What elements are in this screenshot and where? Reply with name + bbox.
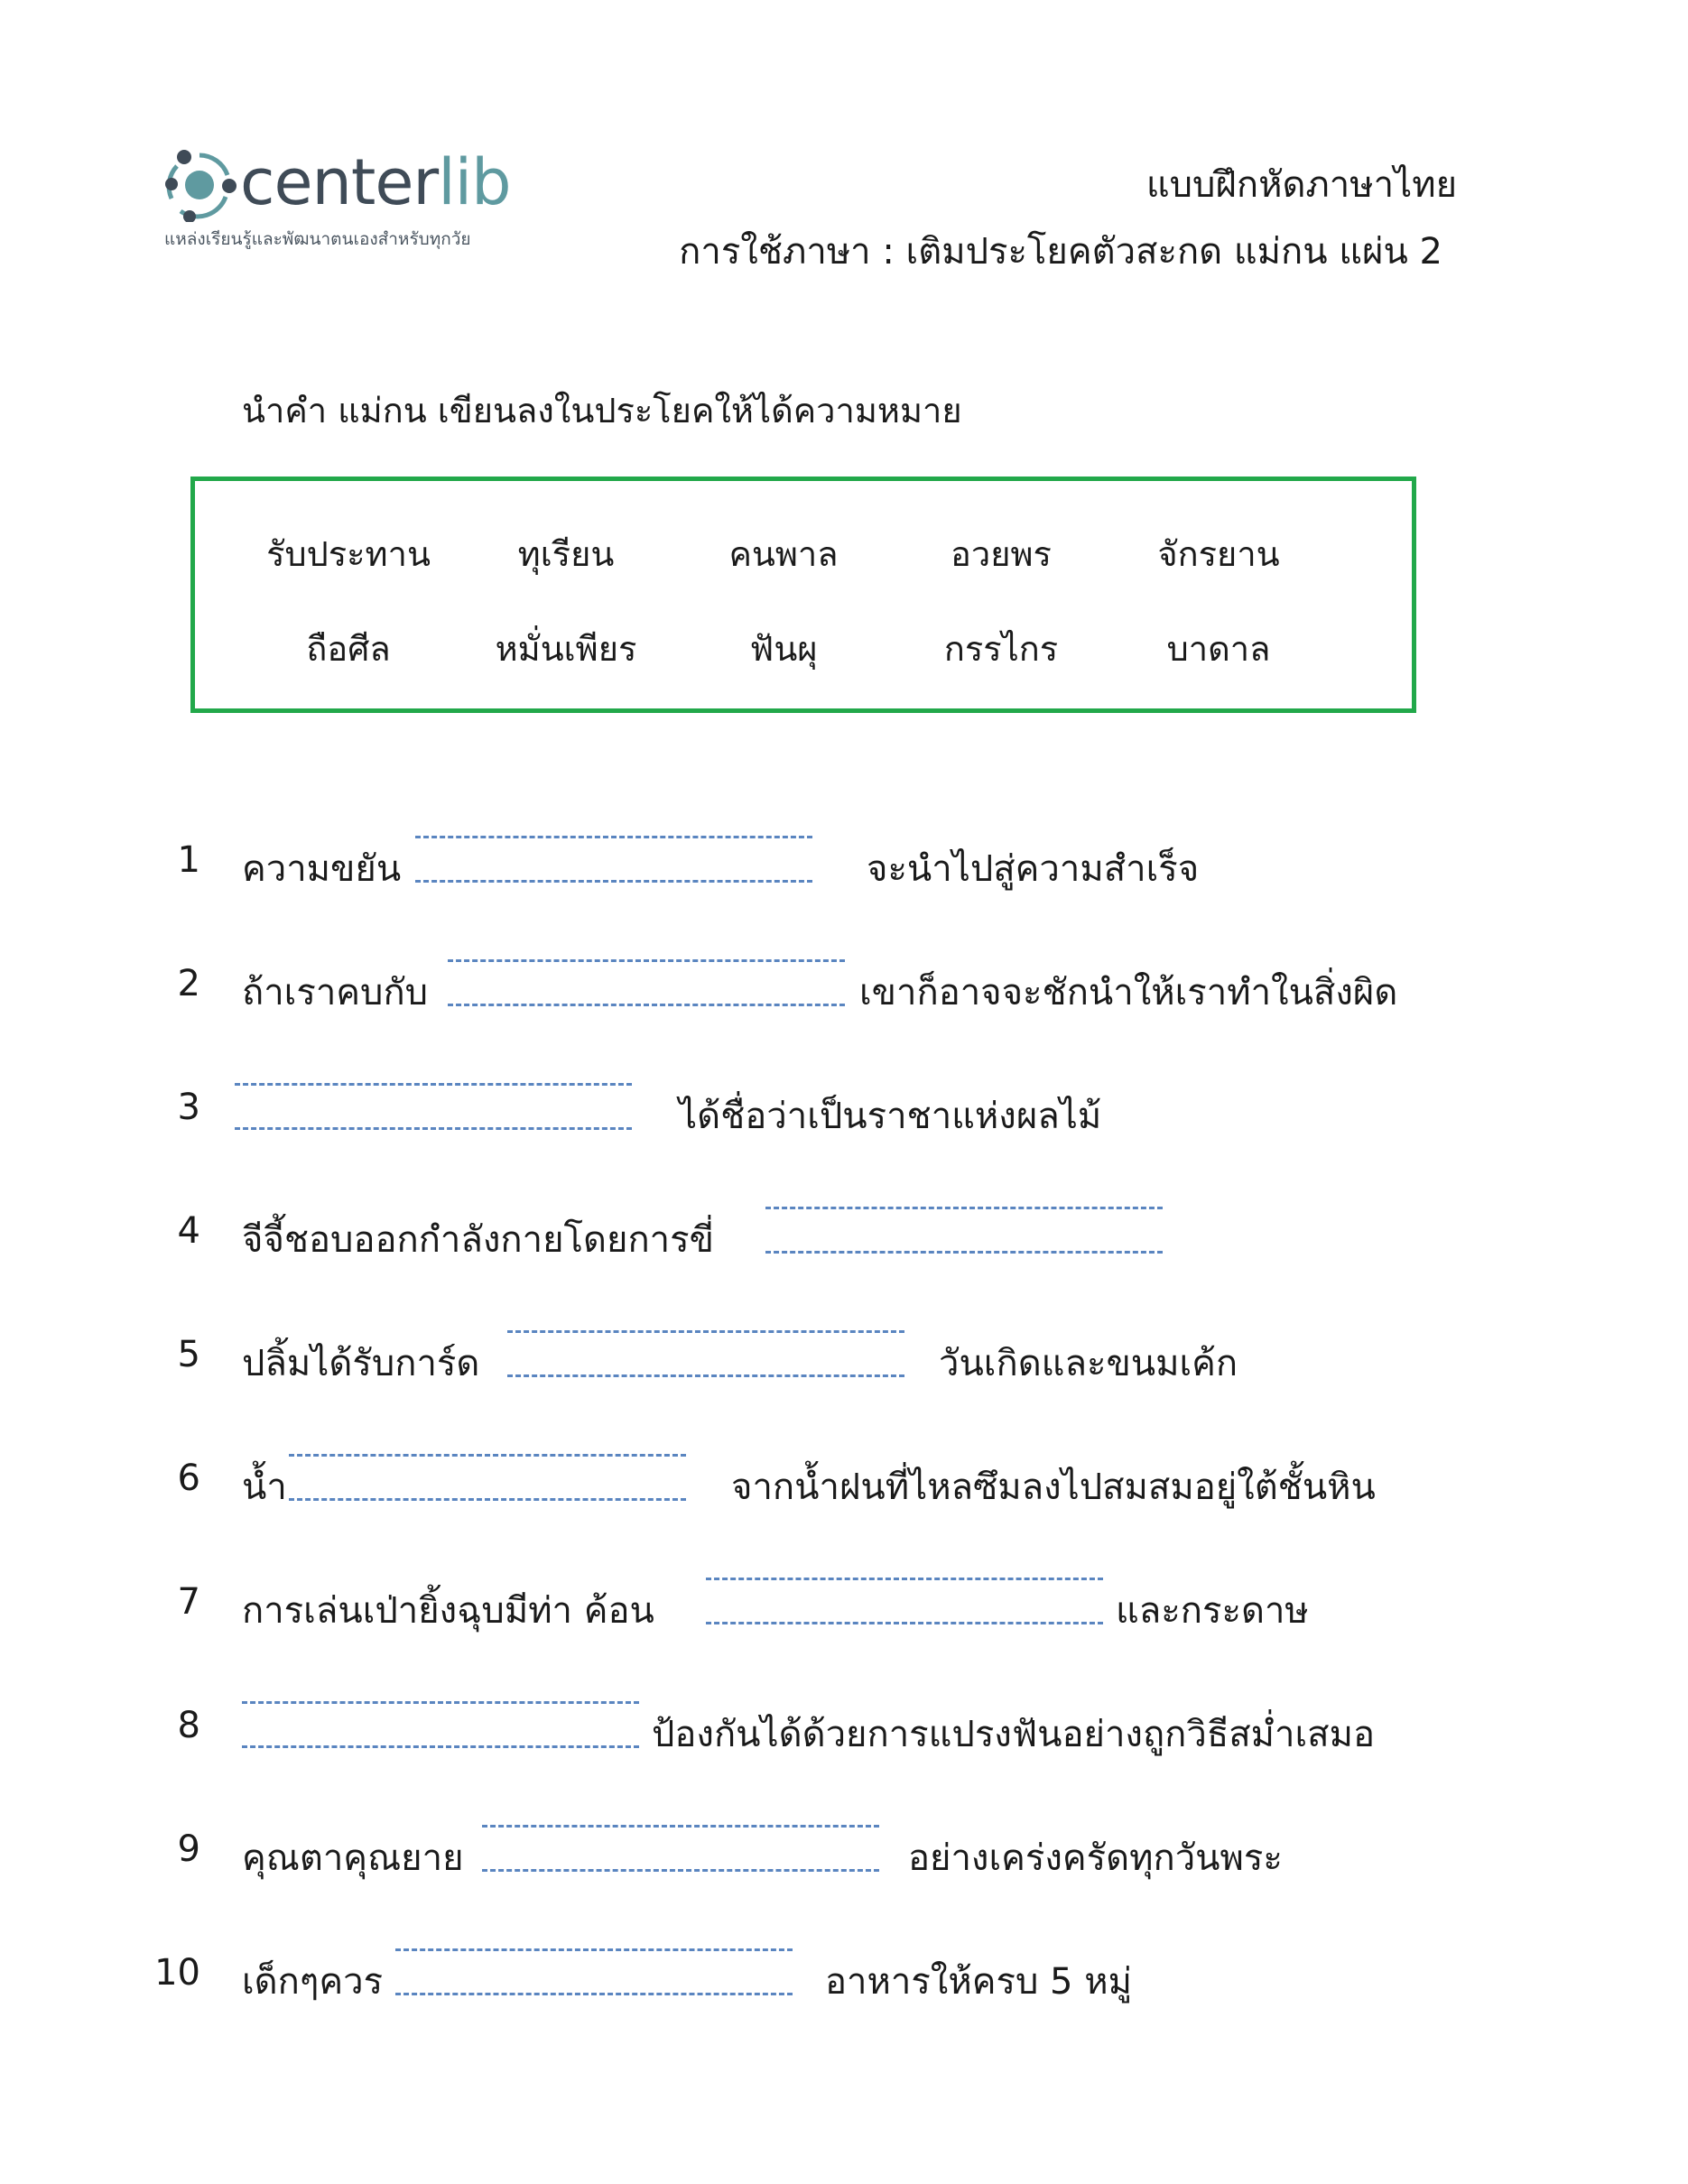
question-number: 2 <box>177 963 200 1004</box>
word-bank-box <box>190 477 1416 713</box>
question-text-before: ความขยัน <box>242 848 402 890</box>
brand-part-lib: lib <box>438 145 511 219</box>
answer-blank[interactable] <box>507 1330 904 1377</box>
answer-blank[interactable] <box>289 1454 686 1501</box>
question-text-before: น้ำ <box>242 1467 287 1508</box>
instruction-text: นำคำ แม่กน เขียนลงในประโยคให้ได้ความหมาย <box>242 391 962 430</box>
question-text-after: เขาก็อาจจะชักนำให้เราทำในสิ่งผิด <box>859 972 1398 1013</box>
question-text-after: จากน้ำฝนที่ไหลซึมลงไปสมสมอยู่ใต้ชั้นหิน <box>731 1467 1376 1508</box>
word-bank-item: บาดาล <box>1166 629 1271 669</box>
question-text-before: เด็กๆควร <box>242 1961 384 2003</box>
answer-blank[interactable] <box>706 1578 1103 1624</box>
question-number: 5 <box>177 1334 200 1375</box>
worksheet-title: แบบฝึกหัดภาษาไทย <box>1145 164 1457 206</box>
question-number: 10 <box>154 1952 200 1994</box>
question-text-after: จะนำไปสู่ความสำเร็จ <box>867 848 1200 890</box>
question-number: 3 <box>177 1087 200 1128</box>
answer-blank[interactable] <box>395 1948 793 1995</box>
question-text-after: อาหารให้ครบ 5 หมู่ <box>825 1961 1132 2003</box>
question-text-before: คุณตาคุณยาย <box>242 1837 464 1879</box>
word-bank-item: คนพาล <box>728 534 839 574</box>
brand-wordmark <box>240 146 511 218</box>
answer-blank[interactable] <box>415 836 812 883</box>
word-bank-item: ฟันผุ <box>749 629 818 669</box>
question-text-after: ป้องกันได้ด้วยการแปรงฟันอย่างถูกวิธีสม่ำเสมอ <box>652 1714 1375 1755</box>
word-bank-item: รับประทาน <box>266 534 431 574</box>
word-bank-item: หมั่นเพียร <box>495 629 637 669</box>
question-text-before: ถ้าเราคบกับ <box>242 972 429 1013</box>
word-bank-item: กรรไกร <box>943 629 1059 669</box>
question-number: 6 <box>177 1458 200 1499</box>
question-text-before: การเล่นเป่ายิ้งฉุบมีท่า ค้อน <box>242 1590 654 1632</box>
answer-blank[interactable] <box>448 959 845 1006</box>
question-text-after: วันเกิดและขนมเค้ก <box>939 1343 1238 1384</box>
question-text-before: จีจี้ชอบออกกำลังกายโดยการขี่ <box>242 1219 714 1261</box>
answer-blank[interactable] <box>235 1083 632 1130</box>
word-bank-item: ถือศีล <box>306 629 391 669</box>
word-bank-item: อวยพร <box>951 534 1052 574</box>
answer-blank[interactable] <box>765 1207 1163 1254</box>
word-bank-item: ทุเรียน <box>517 534 615 574</box>
question-text-after: อย่างเคร่งครัดทุกวันพระ <box>908 1837 1283 1879</box>
brand-tagline: แหล่งเรียนรู้และพัฒนาตนเองสำหรับทุกวัย <box>164 229 471 249</box>
worksheet-subtitle: การใช้ภาษา : เติมประโยคตัวสะกด แม่กน แผ่น 2 <box>679 231 1442 273</box>
question-number: 9 <box>177 1828 200 1870</box>
answer-blank[interactable] <box>482 1825 879 1872</box>
question-text-before: ปลิ้มได้รับการ์ด <box>242 1343 480 1384</box>
answer-blank[interactable] <box>242 1701 639 1748</box>
brand-logo <box>152 143 531 251</box>
question-number: 8 <box>177 1705 200 1746</box>
question-number: 4 <box>177 1210 200 1252</box>
molecule-dots-icon <box>162 148 237 222</box>
brand-part-center: center <box>240 145 439 219</box>
question-text-after: และกระดาษ <box>1116 1590 1309 1632</box>
word-bank-item: จักรยาน <box>1157 534 1280 574</box>
question-number: 1 <box>177 839 200 881</box>
question-number: 7 <box>177 1581 200 1623</box>
question-text-after: ได้ชื่อว่าเป็นราชาแห่งผลไม้ <box>679 1096 1102 1137</box>
